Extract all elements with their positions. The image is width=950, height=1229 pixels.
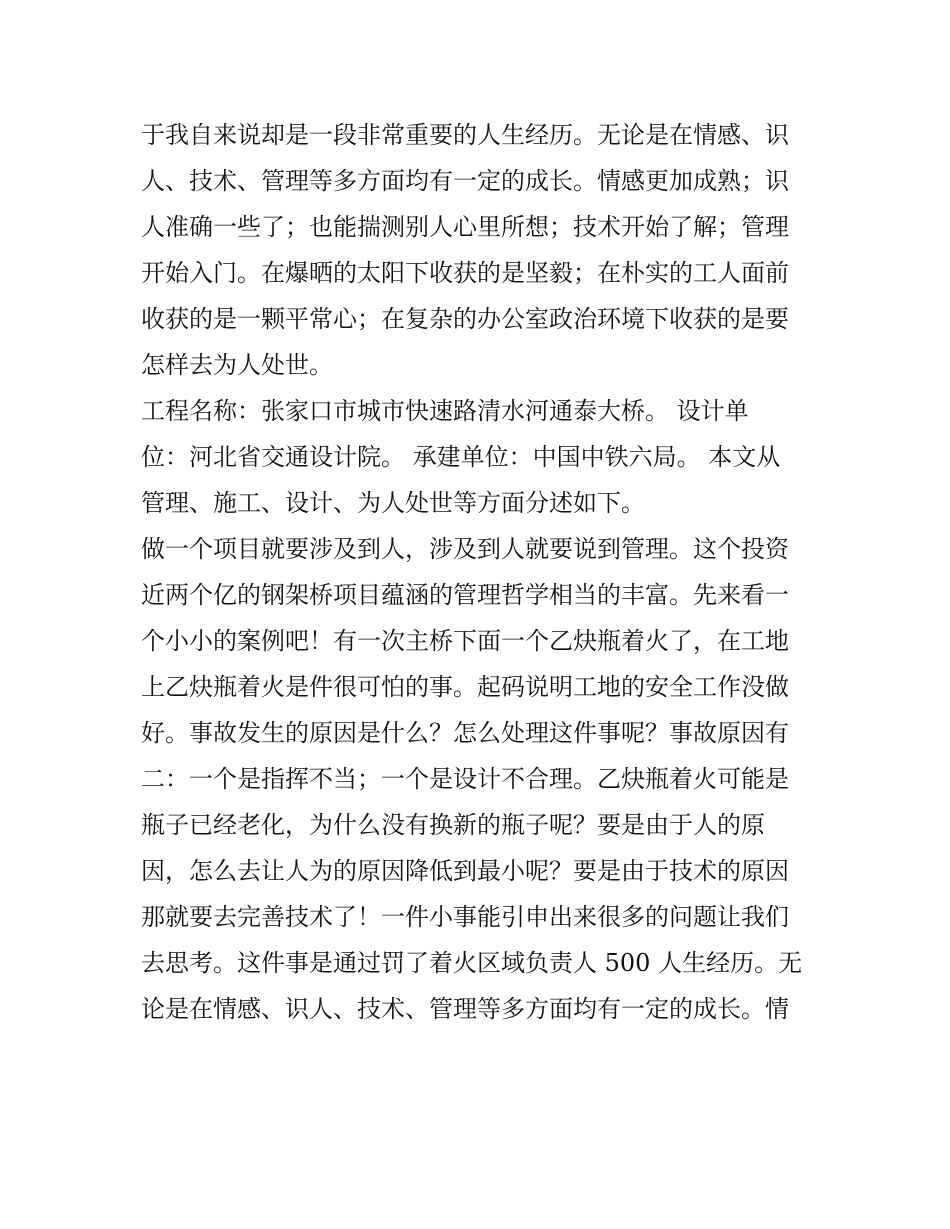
text-line: 去思考。这件事是通过罚了着火区域负责人 500 人生经历。无 (141, 949, 803, 977)
body-text (141, 112, 821, 1032)
text-line: 人准确一些了；也能揣测别人心里所想；技术开始了解；管理 (141, 213, 789, 241)
text-line: 瓶子已经老化，为什么没有换新的瓶子呢？要是由于人的原 (141, 811, 765, 839)
text-line: 好。事故发生的原因是什么？怎么处理这件事呢？事故原因有 (141, 719, 789, 747)
text-line: 近两个亿的钢架桥项目蕴涵的管理哲学相当的丰富。先来看一 (141, 581, 789, 609)
text-line: 上乙炔瓶着火是件很可怕的事。起码说明工地的安全工作没做 (141, 673, 789, 701)
text-line: 收获的是一颗平常心；在复杂的办公室政治环境下收获的是要 (141, 305, 789, 333)
text-line: 人、技术、管理等多方面均有一定的成长。情感更加成熟；识 (141, 167, 789, 195)
text-line: 于我自来说却是一段非常重要的人生经历。无论是在情感、识 (141, 121, 789, 149)
text-line: 开始入门。在爆晒的太阳下收获的是坚毅；在朴实的工人面前 (141, 259, 789, 287)
text-line: 位：河北省交通设计院。 承建单位：中国中铁六局。 本文从 (141, 443, 781, 471)
text-line: 工程名称：张家口市城市快速路清水河通泰大桥。 设计单 (141, 397, 749, 425)
text-line: 因，怎么去让人为的原因降低到最小呢？要是由于技术的原因 (141, 857, 789, 885)
text-line: 那就要去完善技术了！一件小事能引申出来很多的问题让我们 (141, 903, 789, 931)
text-line: 二：一个是指挥不当；一个是设计不合理。乙炔瓶着火可能是 (141, 765, 789, 793)
text-line: 管理、施工、设计、为人处世等方面分述如下。 (141, 489, 645, 517)
text-line: 做一个项目就要涉及到人，涉及到人就要说到管理。这个投资 (141, 535, 789, 563)
text-line: 论是在情感、识人、技术、管理等多方面均有一定的成长。情 (141, 995, 789, 1023)
text-line: 怎样去为人处世。 (141, 351, 333, 379)
text-line: 个小小的案例吧！有一次主桥下面一个乙炔瓶着火了，在工地 (141, 627, 789, 655)
